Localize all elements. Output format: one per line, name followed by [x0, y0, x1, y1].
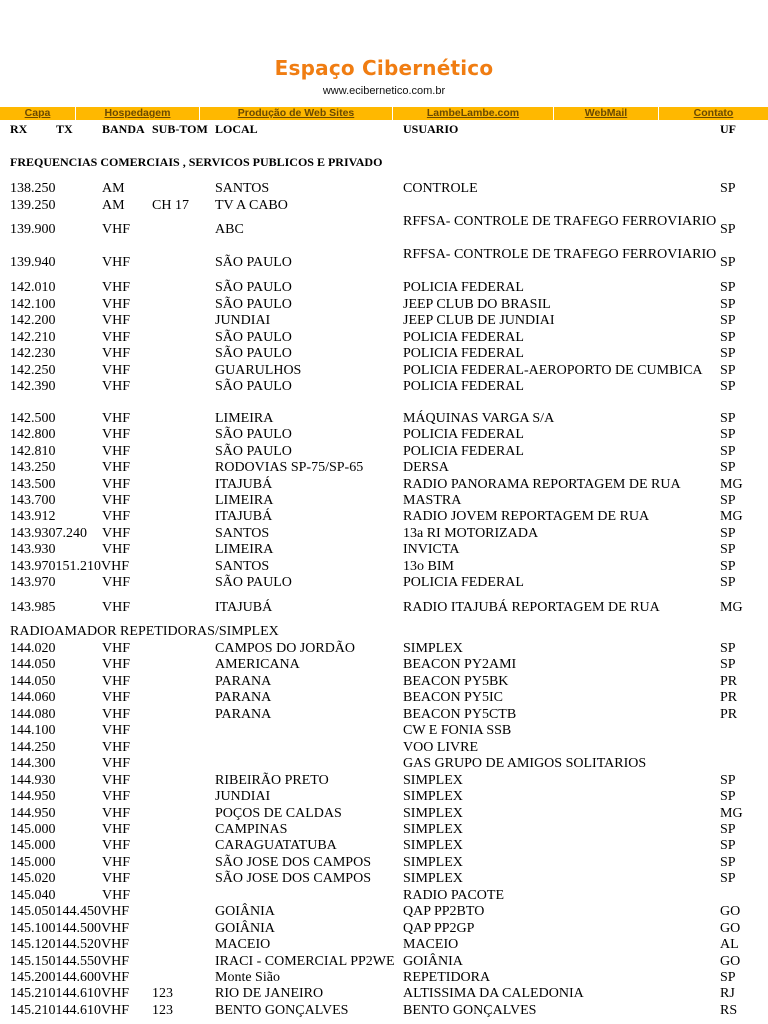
- cell-banda: VHF: [102, 723, 131, 739]
- cell-rx: 144.020: [10, 641, 56, 656]
- cell-local: AMERICANA: [215, 657, 300, 673]
- cell-local: PARANA: [215, 690, 272, 706]
- cell-banda: VHF: [102, 838, 131, 854]
- cell-usuario: BEACON PY5IC: [403, 690, 503, 706]
- nav-contato-link[interactable]: Contato: [693, 107, 734, 119]
- cell-usuario: GAS GRUPO DE AMIGOS SOLITARIOS: [403, 756, 647, 772]
- cell-rx: 143.930: [10, 542, 56, 558]
- cell-banda: VHF: [102, 887, 131, 903]
- cell-rx: 142.200: [10, 313, 56, 328]
- cell-local: ITAJUBÁ: [215, 600, 273, 616]
- cell-uf: PR: [720, 673, 738, 689]
- col-uf: UF: [720, 122, 736, 136]
- cell-rx: 145.100144.500VHF: [10, 920, 130, 936]
- col-banda: BANDA: [102, 122, 145, 136]
- cell-local: RODOVIAS SP-75/SP-65: [215, 460, 364, 476]
- cell-usuario: QAP PP2BTO: [403, 904, 485, 920]
- cell-usuario: VOO LIVRE: [403, 739, 479, 755]
- cell-rx: 143.970151.210VHF: [10, 558, 130, 574]
- cell-local: BENTO GONÇALVES: [215, 1002, 349, 1018]
- cell-rx: 142.100: [10, 296, 56, 312]
- site-url[interactable]: www.ecibernetico.com.br: [322, 85, 446, 97]
- cell-usuario: POLICIA FEDERAL: [403, 280, 524, 295]
- cell-subtom: 123: [152, 1002, 173, 1018]
- cell-usuario: QAP PP2GP: [403, 920, 475, 936]
- cell-rx: 143.250: [10, 460, 56, 476]
- cell-uf: SP: [720, 346, 736, 361]
- cell-local: ITAJUBÁ: [215, 509, 273, 525]
- cell-usuario: BENTO GONÇALVES: [403, 1002, 537, 1018]
- cell-rx: 144.930: [10, 772, 56, 788]
- cell-rx: 138.250: [10, 181, 56, 196]
- col-tx: TX: [56, 122, 73, 136]
- cell-rx: 145.200144.600VHF: [10, 970, 130, 985]
- cell-usuario: MACEIO: [403, 937, 459, 953]
- cell-usuario: SIMPLEX: [403, 641, 463, 656]
- cell-banda: VHF: [102, 600, 131, 616]
- cell-uf: SP: [720, 255, 736, 270]
- cell-uf: PR: [720, 690, 738, 706]
- cell-rx: 144.300: [10, 756, 56, 772]
- col-usuario: USUARIO: [403, 122, 459, 136]
- cell-local: SANTOS: [215, 525, 270, 541]
- cell-subtom: CH 17: [152, 197, 189, 213]
- cell-local: MACEIO: [215, 937, 271, 953]
- cell-rx: 144.250: [10, 739, 56, 755]
- cell-usuario: SIMPLEX: [403, 789, 463, 805]
- cell-rx: 142.250: [10, 362, 56, 378]
- cell-usuario: RADIO PACOTE: [403, 887, 504, 903]
- cell-banda: VHF: [102, 476, 131, 492]
- cell-rx: 142.230: [10, 346, 56, 361]
- nav-hospedagem-link[interactable]: Hospedagem: [76, 107, 200, 120]
- cell-uf: SP: [720, 313, 736, 328]
- cell-local: SÃO JOSE DOS CAMPOS: [215, 871, 371, 887]
- cell-banda: VHF: [102, 542, 131, 558]
- cell-uf: SP: [720, 970, 736, 985]
- cell-rx: 143.970: [10, 575, 56, 590]
- cell-uf: SP: [720, 871, 736, 887]
- cell-local: RIBEIRÃO PRETO: [215, 772, 329, 788]
- nav-capa-link[interactable]: Capa: [0, 107, 76, 120]
- cell-local: SÃO PAULO: [215, 280, 292, 295]
- cell-uf: SP: [720, 558, 736, 574]
- cell-banda: AM: [102, 181, 125, 196]
- cell-usuario: BEACON PY2AMI: [403, 657, 517, 673]
- cell-banda: VHF: [102, 411, 131, 426]
- section-title-comerciais: FREQUENCIAS COMERCIAIS , SERVICOS PUBLICOS E PRIVADO: [10, 155, 383, 169]
- cell-local: GOIÂNIA: [215, 920, 275, 936]
- cell-rx: 145.040: [10, 887, 56, 903]
- cell-banda: VHF: [102, 871, 131, 887]
- cell-local: PARANA: [215, 673, 272, 689]
- cell-banda: VHF: [102, 427, 131, 443]
- cell-local: ITAJUBÁ: [215, 476, 273, 492]
- cell-rx: 145.120144.520VHF: [10, 937, 130, 953]
- cell-local: SÃO JOSE DOS CAMPOS: [215, 854, 371, 870]
- cell-rx: 142.800: [10, 427, 56, 443]
- cell-usuario: CW E FONIA SSB: [403, 723, 512, 739]
- cell-uf: SP: [720, 379, 736, 394]
- cell-usuario: POLICIA FEDERAL: [403, 427, 524, 443]
- cell-uf: SP: [720, 575, 736, 590]
- cell-local: CAMPOS DO JORDÃO: [215, 641, 356, 656]
- cell-local: SÃO PAULO: [215, 346, 292, 361]
- cell-usuario: RADIO JOVEM REPORTAGEM DE RUA: [403, 509, 650, 525]
- cell-uf: PR: [720, 706, 738, 722]
- cell-rx: 145.000: [10, 821, 56, 837]
- cell-banda: VHF: [102, 280, 131, 295]
- cell-usuario: MÁQUINAS VARGA S/A: [403, 411, 555, 426]
- cell-rx: 144.950: [10, 805, 56, 821]
- cell-uf: SP: [720, 460, 736, 476]
- cell-local: ABC: [215, 222, 244, 237]
- cell-usuario: 13o BIM: [403, 558, 454, 574]
- cell-local: SANTOS: [215, 181, 270, 196]
- cell-banda: VHF: [102, 690, 131, 706]
- cell-uf: SP: [720, 821, 736, 837]
- cell-rx: 145.210144.610VHF: [10, 986, 130, 1002]
- section-title-radioamador: RADIOAMADOR REPETIDORAS/SIMPLEX: [10, 624, 279, 639]
- cell-banda: VHF: [102, 673, 131, 689]
- nav-webmail-link[interactable]: WebMail: [554, 107, 659, 120]
- cell-uf: SP: [720, 443, 736, 459]
- cell-uf: SP: [720, 542, 736, 558]
- cell-rx: 142.810: [10, 443, 56, 459]
- cell-uf: GO: [720, 953, 741, 969]
- cell-local: PARANA: [215, 706, 272, 722]
- cell-local: CAMPINAS: [215, 821, 288, 837]
- cell-usuario: POLICIA FEDERAL: [403, 329, 524, 345]
- cell-usuario: SIMPLEX: [403, 821, 463, 837]
- cell-banda: VHF: [102, 641, 131, 656]
- cell-rx: 145.000: [10, 838, 56, 854]
- cell-uf: AL: [720, 937, 739, 953]
- cell-rx: 144.950: [10, 789, 56, 805]
- cell-rx: 144.050: [10, 673, 56, 689]
- cell-usuario: SIMPLEX: [403, 871, 463, 887]
- cell-usuario: RADIO ITAJUBÁ REPORTAGEM DE RUA: [403, 600, 660, 616]
- cell-usuario: POLICIA FEDERAL: [403, 346, 524, 361]
- cell-rx: 145.020: [10, 871, 56, 887]
- cell-usuario: POLICIA FEDERAL: [403, 379, 524, 394]
- cell-banda: VHF: [102, 443, 131, 459]
- cell-uf: SP: [720, 838, 736, 854]
- cell-usuario: REPETIDORA: [403, 970, 491, 985]
- cell-uf: SP: [720, 641, 736, 656]
- cell-local: JUNDIAI: [215, 789, 271, 805]
- cell-usuario: INVICTA: [403, 542, 460, 558]
- cell-usuario: POLICIA FEDERAL-AEROPORTO DE CUMBICA: [403, 362, 703, 378]
- cell-local: POÇOS DE CALDAS: [215, 805, 342, 821]
- cell-usuario: DERSA: [403, 460, 449, 476]
- cell-banda: VHF: [102, 789, 131, 805]
- cell-local: SÃO PAULO: [215, 427, 292, 443]
- cell-banda: VHF: [102, 493, 131, 508]
- cell-uf: RJ: [720, 986, 735, 1002]
- cell-banda: VHF: [102, 460, 131, 476]
- cell-uf: SP: [720, 493, 736, 508]
- cell-usuario: 13a RI MOTORIZADA: [403, 525, 539, 541]
- cell-usuario: POLICIA FEDERAL: [403, 575, 524, 590]
- cell-usuario: BEACON PY5CTB: [403, 706, 517, 722]
- cell-uf: SP: [720, 181, 736, 196]
- site-logo[interactable]: Espaço Cibernético: [274, 56, 494, 80]
- cell-banda: VHF: [102, 379, 131, 394]
- nav-lambelambe-link[interactable]: LambeLambe.com: [393, 107, 554, 120]
- cell-banda: VHF: [102, 509, 131, 525]
- cell-rx: 142.500: [10, 411, 56, 426]
- cell-uf: RS: [720, 1002, 738, 1018]
- cell-rx: 143.700: [10, 493, 56, 508]
- cell-uf: SP: [720, 411, 736, 426]
- cell-local: LIMEIRA: [215, 493, 274, 508]
- cell-rx: 139.900: [10, 222, 56, 237]
- cell-banda: VHF: [102, 805, 131, 821]
- cell-uf: SP: [720, 772, 736, 788]
- cell-usuario: SIMPLEX: [403, 838, 463, 854]
- cell-banda: VHF: [102, 575, 131, 590]
- cell-banda: VHF: [102, 525, 131, 541]
- cell-rx: 143.500: [10, 476, 56, 492]
- cell-uf: SP: [720, 657, 736, 673]
- cell-local: RIO DE JANEIRO: [215, 986, 324, 1002]
- cell-usuario: CONTROLE: [403, 181, 478, 196]
- cell-usuario: BEACON PY5BK: [403, 673, 509, 689]
- cell-local: SÃO PAULO: [215, 296, 292, 312]
- cell-uf: SP: [720, 296, 736, 312]
- cell-uf: SP: [720, 525, 736, 541]
- cell-uf: MG: [720, 476, 743, 492]
- cell-rx: 145.050144.450VHF: [10, 904, 130, 920]
- cell-banda: VHF: [102, 657, 131, 673]
- cell-uf: GO: [720, 904, 741, 920]
- cell-rx: 144.100: [10, 723, 56, 739]
- col-local: LOCAL: [215, 122, 258, 136]
- cell-uf: SP: [720, 329, 736, 345]
- cell-usuario: MASTRA: [403, 493, 462, 508]
- cell-local: IRACI - COMERCIAL PP2WE: [215, 953, 395, 969]
- cell-uf: SP: [720, 789, 736, 805]
- cell-banda: VHF: [102, 255, 131, 270]
- cell-local: CARAGUATATUBA: [215, 838, 337, 854]
- cell-uf: SP: [720, 222, 736, 237]
- cell-rx: 143.912: [10, 509, 56, 525]
- cell-rx: 144.080: [10, 706, 56, 722]
- cell-usuario: SIMPLEX: [403, 805, 463, 821]
- cell-uf: SP: [720, 280, 736, 295]
- cell-banda: VHF: [102, 772, 131, 788]
- cell-usuario: POLICIA FEDERAL: [403, 443, 524, 459]
- nav-producao-web-link[interactable]: Produção de Web Sites: [200, 107, 393, 120]
- cell-local: LIMEIRA: [215, 411, 274, 426]
- cell-local: SÃO PAULO: [215, 575, 292, 590]
- cell-usuario: JEEP CLUB DE JUNDIAI: [403, 313, 555, 328]
- cell-local: SÃO PAULO: [215, 255, 292, 270]
- cell-banda: AM: [102, 197, 125, 213]
- cell-banda: VHF: [102, 329, 131, 345]
- cell-usuario: RFFSA- CONTROLE DE TRAFEGO FERROVIARIO: [403, 214, 717, 229]
- cell-rx: 139.250: [10, 197, 56, 213]
- cell-rx: 142.210: [10, 329, 56, 345]
- cell-banda: VHF: [102, 222, 131, 237]
- cell-banda: VHF: [102, 346, 131, 361]
- cell-usuario: JEEP CLUB DO BRASIL: [403, 296, 551, 312]
- cell-local: JUNDIAI: [215, 313, 271, 328]
- cell-local: LIMEIRA: [215, 542, 274, 558]
- cell-subtom: 123: [152, 986, 173, 1002]
- cell-banda: VHF: [102, 821, 131, 837]
- cell-uf: MG: [720, 600, 743, 616]
- cell-rx: 143.9307.240: [10, 525, 87, 541]
- cell-usuario: RFFSA- CONTROLE DE TRAFEGO FERROVIARIO: [403, 247, 717, 262]
- col-subtom: SUB-TOM: [152, 122, 208, 136]
- cell-uf: MG: [720, 805, 743, 821]
- cell-uf: MG: [720, 509, 743, 525]
- cell-rx: 144.060: [10, 690, 56, 706]
- cell-local: SÃO PAULO: [215, 329, 292, 345]
- cell-usuario: GOIÂNIA: [403, 953, 463, 969]
- cell-uf: GO: [720, 920, 741, 936]
- cell-banda: VHF: [102, 706, 131, 722]
- cell-rx: 143.985: [10, 600, 56, 616]
- cell-banda: VHF: [102, 854, 131, 870]
- cell-rx: 142.010: [10, 280, 56, 295]
- cell-rx: 145.210144.610VHF: [10, 1002, 130, 1018]
- cell-banda: VHF: [102, 313, 131, 328]
- cell-rx: 144.050: [10, 657, 56, 673]
- cell-uf: SP: [720, 427, 736, 443]
- cell-usuario: ALTISSIMA DA CALEDONIA: [403, 986, 584, 1002]
- cell-banda: VHF: [102, 362, 131, 378]
- cell-local: SANTOS: [215, 558, 270, 574]
- cell-usuario: SIMPLEX: [403, 854, 463, 870]
- cell-uf: SP: [720, 854, 736, 870]
- cell-uf: SP: [720, 362, 736, 378]
- cell-local: Monte Sião: [215, 970, 280, 985]
- col-rx: RX: [10, 122, 28, 136]
- cell-rx: 145.150144.550VHF: [10, 953, 130, 969]
- cell-local: SÃO PAULO: [215, 443, 292, 459]
- cell-banda: VHF: [102, 739, 131, 755]
- cell-banda: VHF: [102, 296, 131, 312]
- cell-usuario: RADIO PANORAMA REPORTAGEM DE RUA: [403, 476, 681, 492]
- cell-banda: VHF: [102, 756, 131, 772]
- cell-rx: 139.940: [10, 255, 56, 270]
- cell-local: GUARULHOS: [215, 362, 302, 378]
- cell-local: GOIÂNIA: [215, 904, 275, 920]
- cell-usuario: SIMPLEX: [403, 772, 463, 788]
- cell-rx: 145.000: [10, 854, 56, 870]
- cell-local: SÃO PAULO: [215, 379, 292, 394]
- cell-local: TV A CABO: [215, 197, 288, 213]
- cell-rx: 142.390: [10, 379, 56, 394]
